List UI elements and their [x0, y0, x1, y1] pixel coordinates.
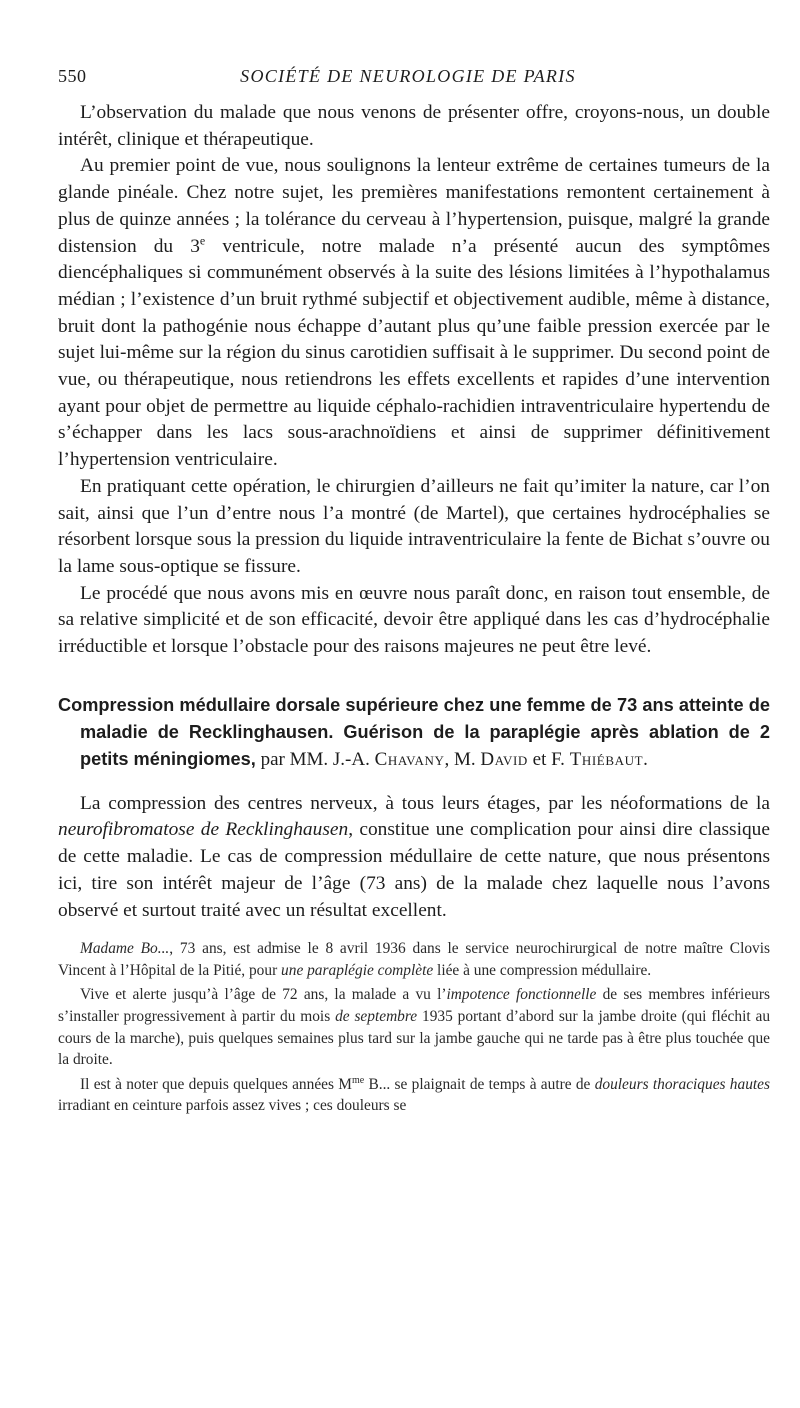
running-title: SOCIÉTÉ DE NEUROLOGIE DE PARIS — [240, 66, 576, 86]
paragraph: En pratiquant cette opération, le chirurgien d’ailleurs ne fait qu’imiter la nature, car l’on sait, ainsi que l’un d’entre nous l’a montré (de Martel), que certaines hydrocéphalies se résorbent lorsque sous la pression du liquide intraventriculaire la fente de Bichat s’ouvre ou la lame sous-optique se fissure. — [58, 475, 770, 577]
page-header — [58, 66, 758, 92]
ordinal-suffix: e — [199, 233, 206, 248]
article-heading — [58, 692, 770, 773]
case-text: Il est à noter que depuis quelques années M — [80, 1075, 352, 1093]
case-text: irradiant en ceinture parfois assez vives ; ces douleurs se — [58, 1097, 407, 1115]
title-suffix: me — [351, 1074, 365, 1086]
case-text: Vive et alerte jusqu’à l’âge de 72 ans, la malade a vu l’ — [80, 986, 447, 1004]
author-separator: et F. — [527, 748, 570, 770]
case-paragraph — [58, 1074, 770, 1117]
case-italic: douleurs thoraciques hautes — [594, 1075, 770, 1093]
article-title-text: Compression médullaire dorsale supérieure chez une femme de 73 ans atteinte de maladie de Recklinghausen. Guérison de la paraplégie après ablation de 2 petits méningiomes, — [58, 694, 770, 769]
author-separator: , M. — [444, 748, 481, 770]
patient-name: Madame Bo... — [80, 940, 170, 958]
case-text: B... se plaignait de temps à autre de — [364, 1075, 595, 1093]
body-text — [58, 100, 770, 1120]
case-text: liée à une compression médullaire. — [433, 961, 652, 979]
author-intro: par MM. J.-A. — [255, 748, 375, 770]
intro-text: , constitue une complication pour ainsi dire classique de cette maladie. Le cas de compression médullaire de cette nature, que nous présentons ici, tire son intérêt majeur de l’âge (73 ans) de la malade chez laquelle nous l’avons observé et surtout traité avec un résultat excellent. — [58, 819, 770, 921]
case-italic: de septembre — [335, 1008, 418, 1026]
case-text: 1935 portant d’abord sur la jambe droite (qui fléchit au cours de la marche), puis quelques semaines plus tard sur la jambe gauche qui ne tarde pas à être plus touchée que la droite. — [58, 1008, 771, 1069]
paragraph — [58, 153, 770, 473]
intro-text: La compression des centres nerveux, à tous leurs étages, par les néoformations de la — [80, 792, 770, 814]
paragraph: L’observation du malade que nous venons de présenter offre, croyons-nous, un double intérêt, clinique et thérapeutique. — [58, 102, 770, 150]
case-paragraph — [58, 938, 770, 981]
case-paragraph — [58, 984, 770, 1070]
author-name: Chavany — [374, 748, 445, 770]
author-end: . — [643, 748, 648, 770]
article-authors — [256, 749, 648, 770]
case-italic: impotence fonctionnelle — [446, 986, 597, 1004]
author-name: Thiébaut — [569, 748, 644, 770]
article-title — [58, 692, 770, 773]
page-number: 550 — [58, 66, 87, 86]
case-text: , 73 ans, est admise le 8 avril 1936 dans le service neurochirurgical de notre maître Clovis Vincent à l’Hôpital de la Pitié, pour — [58, 940, 771, 979]
case-italic: une paraplégie complète — [281, 961, 434, 979]
paragraph: Le procédé que nous avons mis en œuvre nous paraît donc, en raison tout ensemble, de sa relative simplicité et de son efficacité, devoir être appliqué dans les cas d’hydrocéphalie irréductible et lorsque l’obstacle pour des raisons majeures ne peut être levé. — [58, 582, 770, 658]
case-report — [58, 938, 770, 1117]
case-text: de ses membres inférieurs s’installer progressivement à partir du mois — [58, 986, 770, 1026]
author-name: David — [480, 748, 528, 770]
paragraph-text: ventricule, notre malade n’a présenté aucun des symptômes diencéphaliques si communément observés à la suite des lésions limitées à l’hypothalamus médian ; l’existence d’un bruit rythmé subjectif et objectivement audible, même à distance, bruit dont la pathogénie nous échappe d’autant plus qu’une faible pression exercée par le sujet lui-même sur la région du sinus carotidien suffisait à le supprimer. Du second point de vue, ou thérapeutique, nous retiendrons les effets excellents et rapides d’une intervention ayant pour objet de permettre au liquide céphalo-rachidien intraventriculaire hypertendu de s’échapper dans les lacs sous-arachnoïdiens et ainsi de supprimer définitivement l’hypertension ventriculaire. — [58, 235, 770, 471]
ordinal-number: 3 — [190, 235, 200, 257]
intro-italic: neurofibromatose de Recklinghausen — [58, 819, 349, 841]
intro-paragraph — [58, 791, 770, 925]
paragraph-text: Au premier point de vue, nous soulignons la lenteur extrême de certaines tumeurs de la glande pinéale. Chez notre sujet, les premières manifestations remontent certainement à plus de quinze années ; la tolérance du cerveau à l’hypertension, puisque, malgré la grande distension du — [58, 155, 770, 257]
